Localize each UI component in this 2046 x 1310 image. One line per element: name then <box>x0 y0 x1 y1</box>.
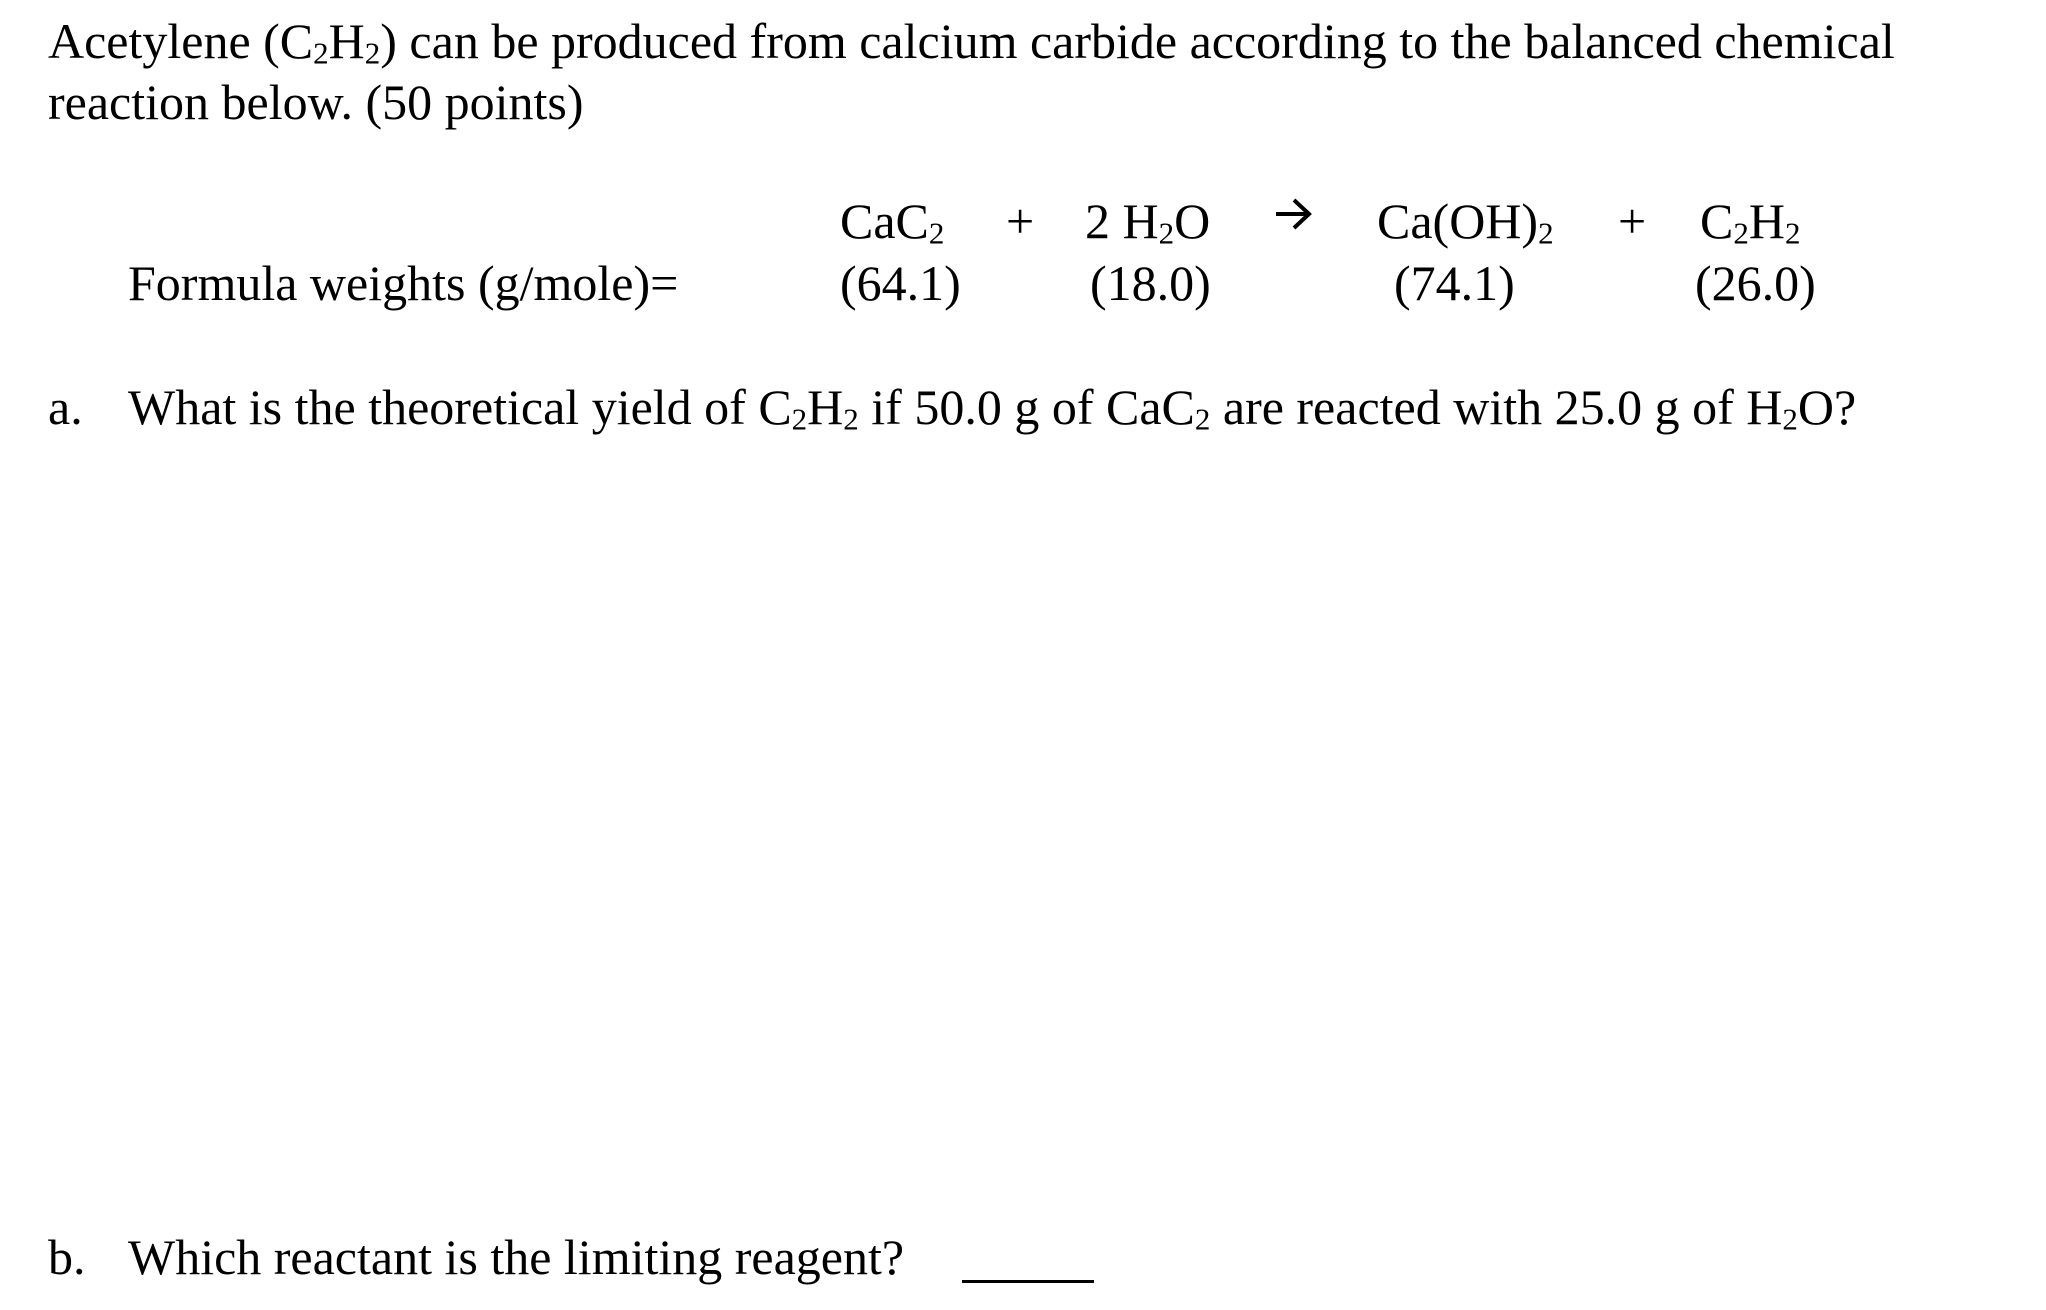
formula-weights-label: Formula weights (g/mole)= <box>128 255 679 311</box>
reaction-arrow-icon <box>1272 192 1316 244</box>
subscript: 2 <box>1538 215 1554 251</box>
subscript: 2 <box>1158 215 1175 251</box>
formula-text: C <box>1700 193 1734 249</box>
equation-reactant-cac2 <box>840 193 945 251</box>
subscript: 2 <box>791 401 808 437</box>
question-text: What is the theoretical yield of C <box>128 379 792 435</box>
formula-text: CaC <box>840 193 929 249</box>
subscript: 2 <box>1784 215 1801 251</box>
question-a-text <box>128 379 1857 437</box>
question-text: if 50.0 g of CaC <box>858 379 1195 435</box>
right-arrow-icon <box>1272 192 1316 236</box>
equation-reactant-h2o <box>1085 193 1211 251</box>
subscript: 2 <box>1194 401 1211 437</box>
formula-text: Ca(OH) <box>1377 193 1539 249</box>
equation-plus-sign: + <box>1618 193 1647 249</box>
equation-product-c2h2 <box>1700 193 1801 251</box>
question-text: O? <box>1797 379 1857 435</box>
formula-weight-h2o: (18.0) <box>1090 255 1211 311</box>
question-text: are reacted with 25.0 g of H <box>1210 379 1783 435</box>
intro-text: H <box>328 13 365 69</box>
question-a-letter: a. <box>48 379 83 435</box>
subscript: 2 <box>364 35 381 71</box>
question-text: H <box>807 379 844 435</box>
formula-text: H <box>1748 193 1785 249</box>
subscript: 2 <box>1733 215 1749 251</box>
question-b-letter: b. <box>48 1229 86 1285</box>
formula-text: O <box>1174 193 1211 249</box>
intro-line-2: reaction below. (50 points) <box>48 74 584 130</box>
formula-weight-caoh2: (74.1) <box>1394 255 1515 311</box>
answer-blank-line <box>962 1280 1094 1283</box>
question-b-text: Which reactant is the limiting reagent? <box>128 1229 905 1285</box>
intro-text: Acetylene (C <box>48 13 314 69</box>
formula-weight-cac2: (64.1) <box>840 255 961 311</box>
subscript: 2 <box>928 215 945 251</box>
intro-text: ) can be produced from calcium carbide according to the balanced chemical <box>380 13 1895 69</box>
formula-weight-c2h2: (26.0) <box>1695 255 1816 311</box>
subscript: 2 <box>313 35 329 71</box>
equation-plus-sign: + <box>1006 193 1035 249</box>
subscript: 2 <box>1782 401 1798 437</box>
intro-line-1 <box>48 13 1895 71</box>
formula-text: 2 H <box>1085 193 1159 249</box>
equation-product-caoh2 <box>1377 193 1554 251</box>
subscript: 2 <box>843 401 859 437</box>
